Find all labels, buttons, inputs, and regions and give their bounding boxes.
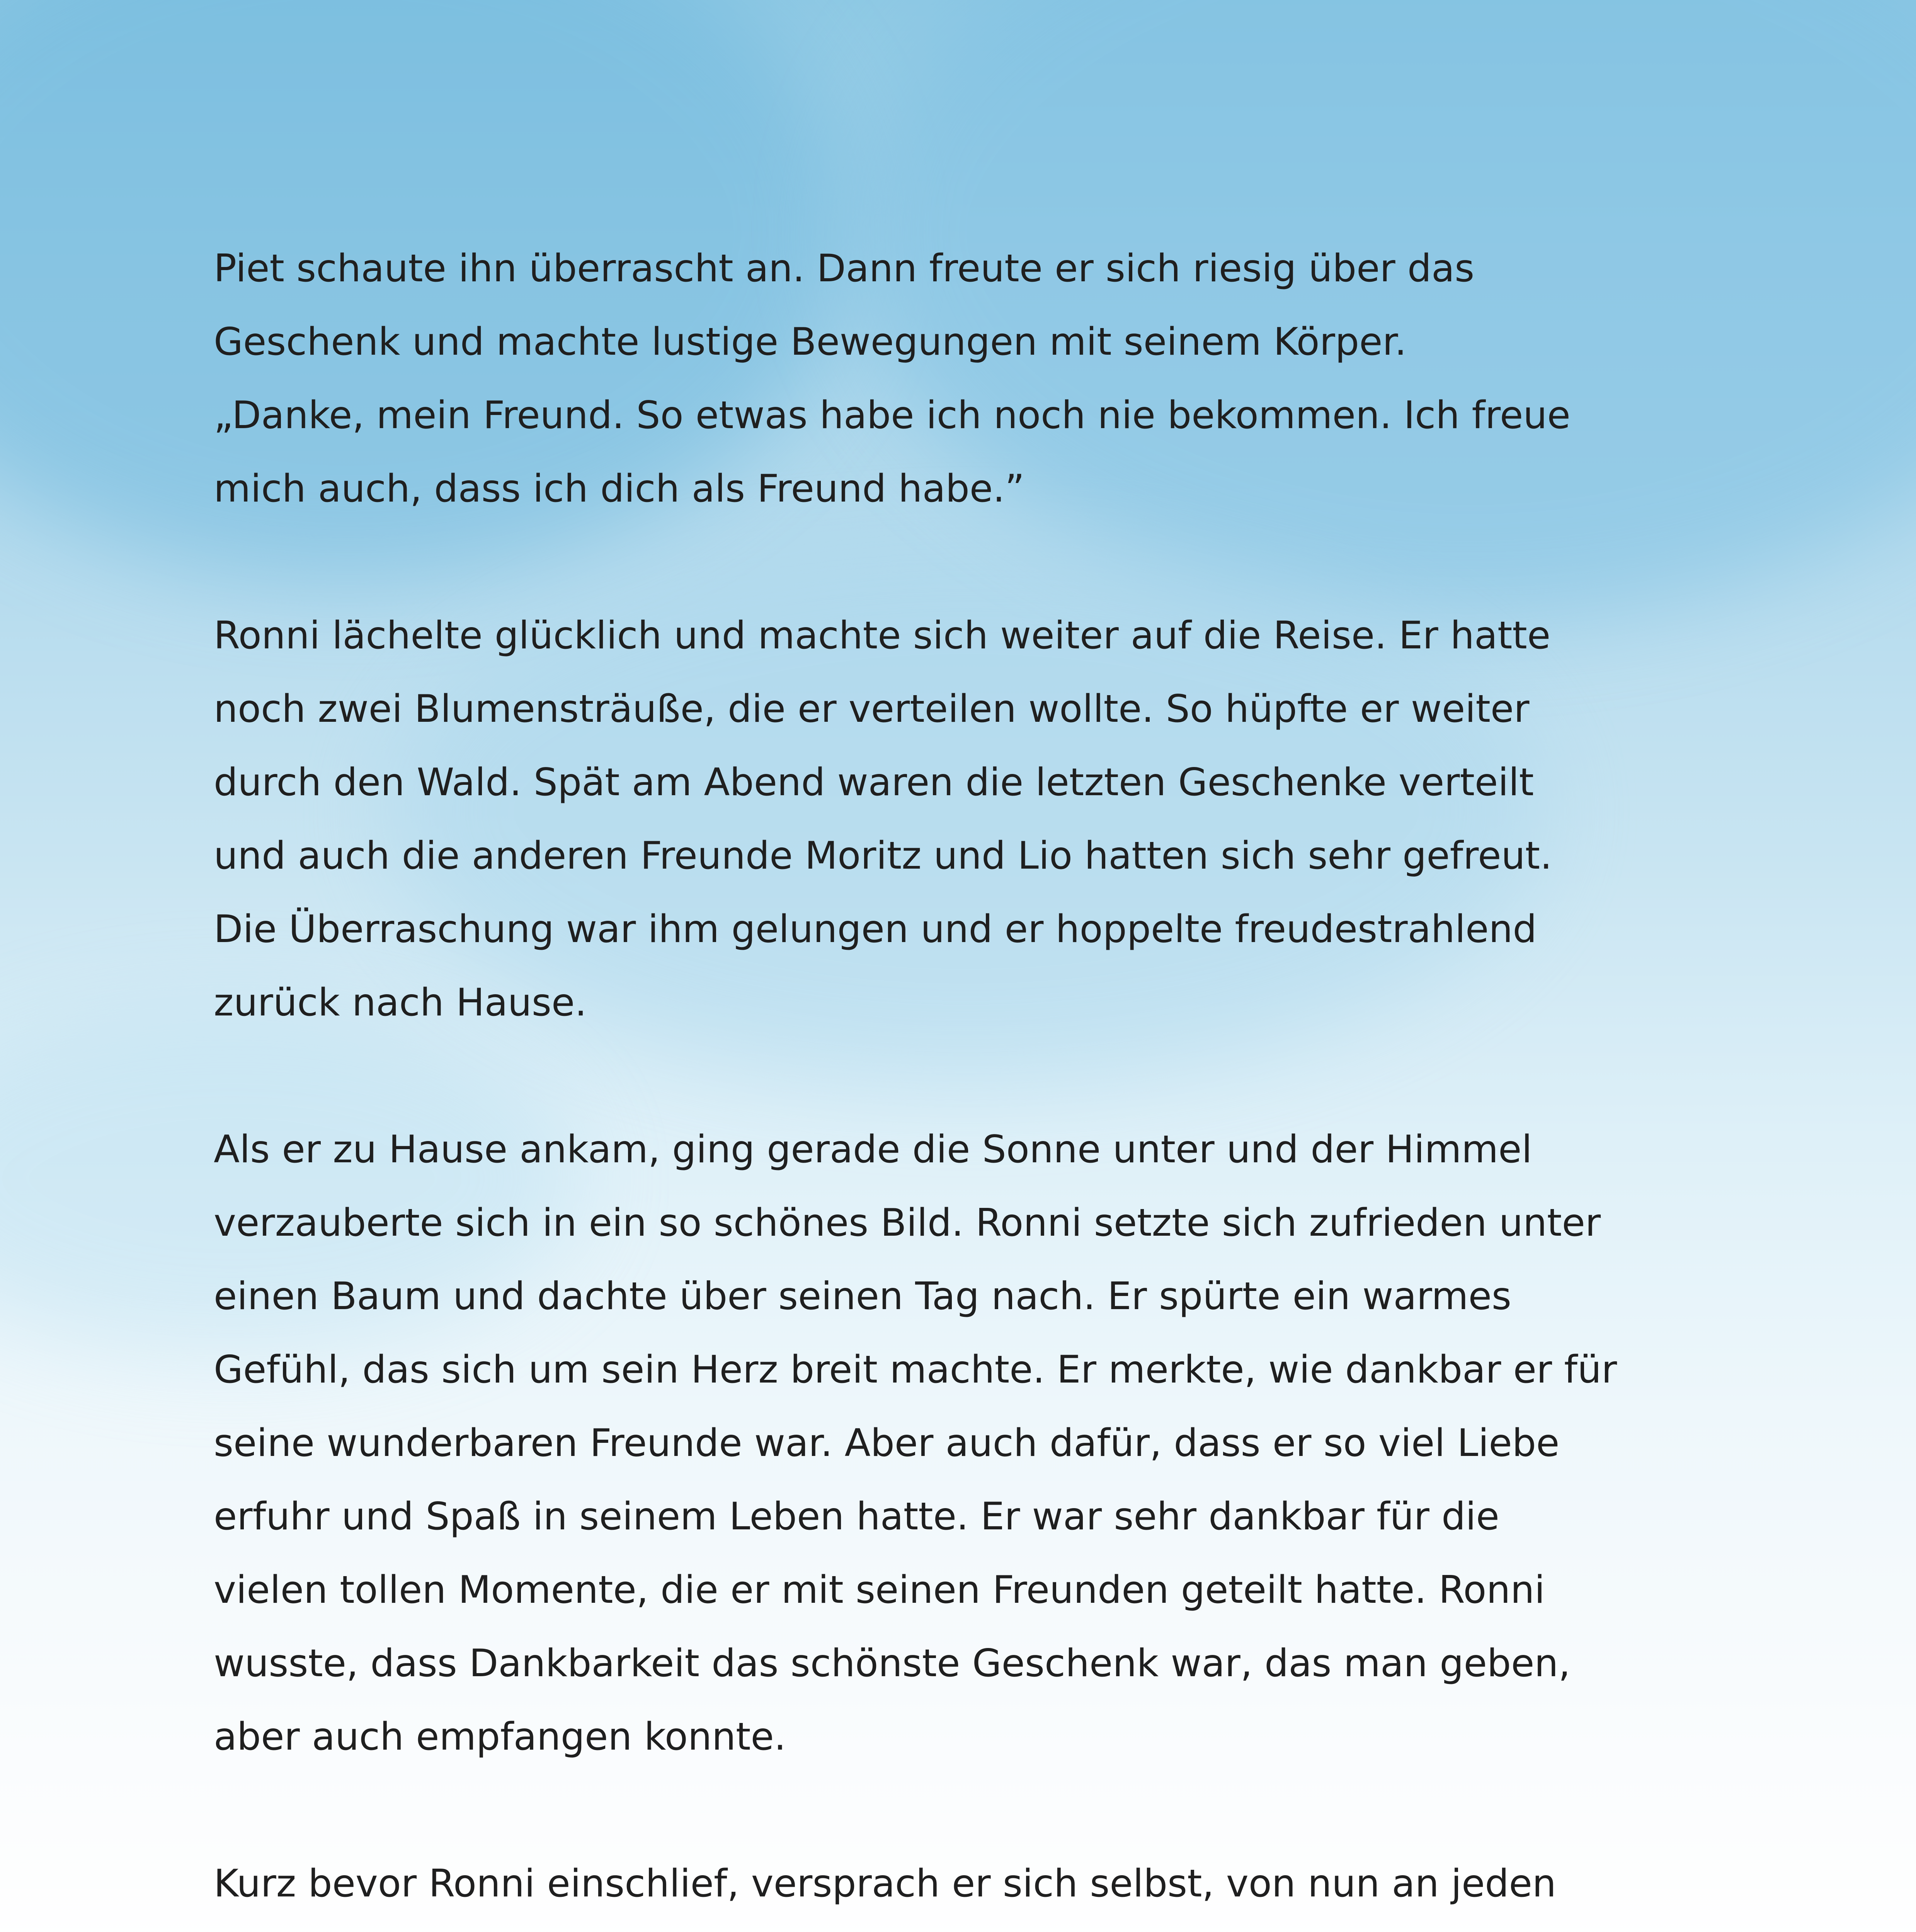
story-paragraph-2: Ronni lächelte glücklich und machte sich weiter auf die Reise. Er hatte noch zwei Blumensträuße, die er verteilen wollte. So hüpfte er weiter durch den Wald. Spät am Abend waren die letzten Geschenke verteilt und auch die anderen Freunde Moritz und Lio hatten sich sehr gefreut. Die Überraschung war ihm gelungen und er hoppelte freudestrahlend zurück nach Hause. (214, 614, 1552, 1025)
story-text (214, 232, 1759, 1932)
story-paragraph-1: Piet schaute ihn überrascht an. Dann freute er sich riesig über das Geschenk und machte lustige Bewegungen mit seinem Körper. „Danke, mein Freund. So etwas habe ich noch nie bekommen. Ich freue mich auch, dass ich dich als Freund habe.” (214, 247, 1571, 511)
story-paragraph-3: Als er zu Hause ankam, ging gerade die Sonne unter und der Himmel verzauberte sich in ein so schönes Bild. Ronni setzte sich zufrieden unter einen Baum und dachte über seinen Tag nach. Er spürte ein warmes Gefühl, das sich um sein Herz breit machte. Er merkte, wie dankbar er für seine wunderbaren Freunde war. Aber auch dafür, dass er so viel Liebe erfuhr und Spaß in seinem Leben hatte. Er war sehr dankbar für die vielen tollen Momente, die er mit seinen Freunden geteilt hatte. Ronni wusste, dass Dankbarkeit das schönste Geschenk war, das man geben, aber auch empfangen konnte. (214, 1128, 1617, 1759)
story-paragraph-4: Kurz bevor Ronni einschlief, versprach er sich selbst, von nun an jeden (214, 1862, 1556, 1906)
